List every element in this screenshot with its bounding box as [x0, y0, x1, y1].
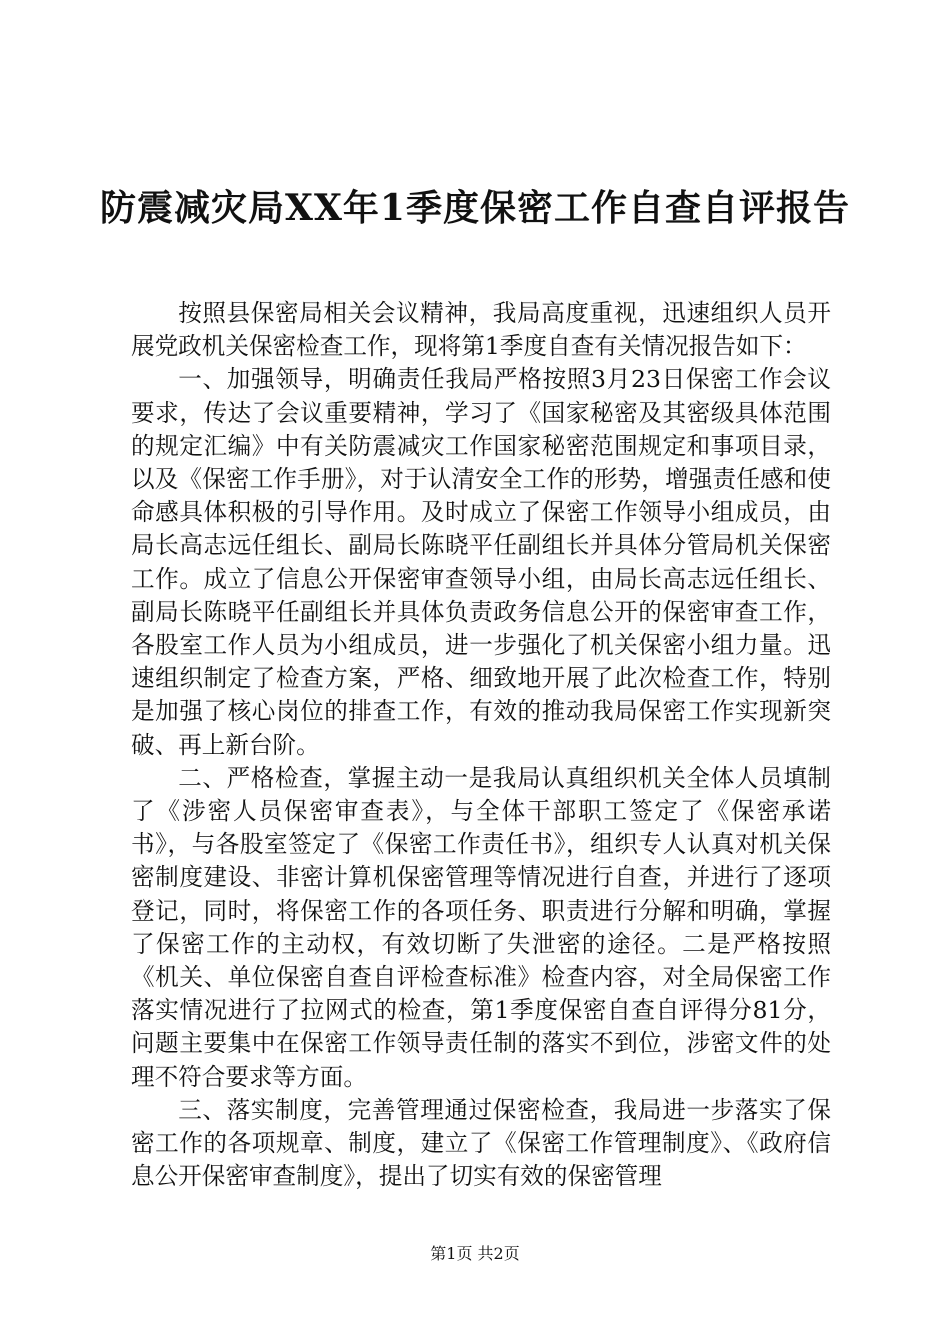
paragraph-section-3: 三、落实制度，完善管理通过保密检查，我局进一步落实了保密工作的各项规章、制度，建立了《保密工作管理制度》、《政府信息公开保密审查制度》，提出了切实有效的保密管理 — [131, 1095, 831, 1191]
document-body — [131, 297, 831, 1193]
paragraph-intro: 按照县保密局相关会议精神，我局高度重视，迅速组织人员开展党政机关保密检查工作，现将第1季度自查有关情况报告如下： — [131, 299, 831, 361]
document-title: 防震减灾局XX年1季度保密工作自查自评报告 — [100, 187, 850, 229]
paragraph-section-1: 一、加强领导，明确责任我局严格按照3月23日保密工作会议要求，传达了会议重要精神，学习了《国家秘密及其密级具体范围的规定汇编》中有关防震减灾工作国家秘密范围规定和事项目录，以及《保密工作手册》，对于认清安全工作的形势，增强责任感和使命感具体积极的引导作用。及时成立了保密工作领导小组成员，由局长高志远任组长、副局长陈晓平任副组长并具体分管局机关保密工作。成立了信息公开保密审查领导小组，由局长高志远任组长、副局长陈晓平任副组长并具体负责政务信息公开的保密审查工作，各股室工作人员为小组成员，进一步强化了机关保密小组力量。迅速组织制定了检查方案，严格、细致地开展了此次检查工作，特别是加强了核心岗位的排查工作，有效的推动我局保密工作实现新突破、再上新台阶。 — [131, 365, 831, 759]
page-footer: 第1页 共2页 — [430, 1244, 520, 1263]
paragraph-section-2: 二、严格检查，掌握主动一是我局认真组织机关全体人员填制了《涉密人员保密审查表》，与全体干部职工签定了《保密承诺书》，与各股室签定了《保密工作责任书》，组织专人认真对机关保密制度建设、非密计算机保密管理等情况进行自查，并进行了逐项登记，同时，将保密工作的各项任务、职责进行分解和明确，掌握了保密工作的主动权，有效切断了失泄密的途径。二是严格按照《机关、单位保密自查自评检查标准》检查内容，对全局保密工作落实情况进行了拉网式的检查，第1季度保密自查自评得分81分，问题主要集中在保密工作领导责任制的落实不到位，涉密文件的处理不符合要求等方面。 — [131, 763, 831, 1091]
